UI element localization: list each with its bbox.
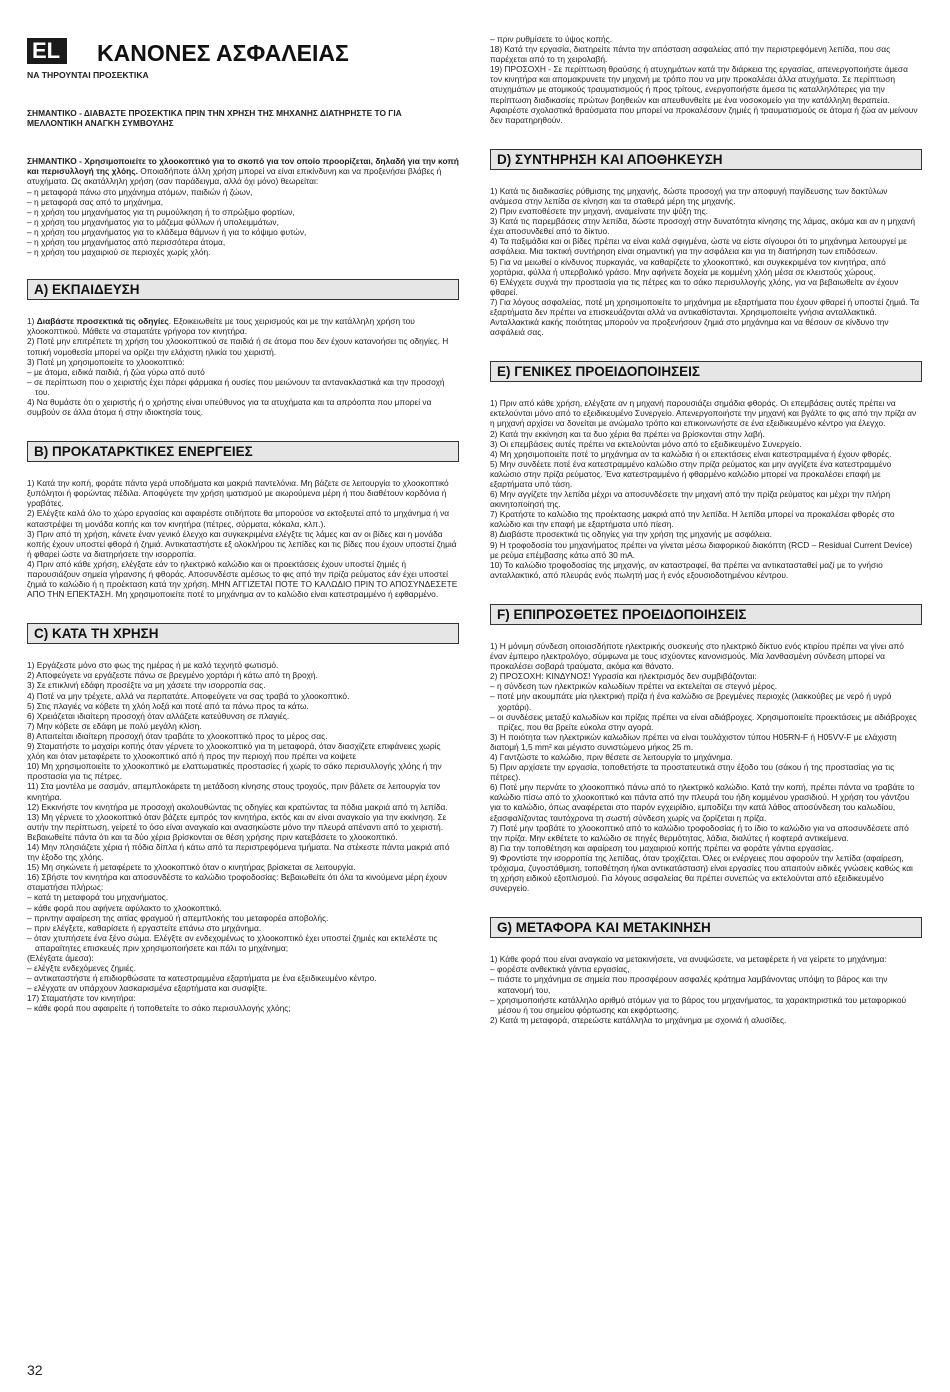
item-text: . Εξοικειωθείτε με τους χειρισμούς και με την κατάλληλη χρήση του χλοοκοπτικού. Μάθετε να σταματάτε γρήγορα τον κινητήρα. [27, 316, 415, 337]
list-item: 13) Μη γέρνετε το χλοοκοπτικό όταν βάζετε εμπρός τον κινητήρα, εκτός και αν είναι αναγκαίο για την εκκίνηση. Σε αυτήν την περίπτωση, γείρετέ το όσο είναι αναγκαίο και ανασηκώστε μόνο την πλευρά απέναντι από το χειριστή. Βεβαιωθείτε πάντα ότι και τα δύο χέρια βρίσκονται σε θέση χρήσης πριν κατεβάσετε το χλοοκοπτικό. [27, 811, 447, 842]
list-item: – κατά τη μεταφορά του μηχανήματος. [27, 892, 169, 903]
list-item: 4) Τα παξιμάδια και οι βίδες πρέπει να είναι καλά σφιγμένα, ώστε να είστε σίγουροι ότι το μηχάνημα λειτουργεί με ασφάλεια. Μια τακτική συντήρηση είναι σημαντική για την ασφάλεια και για τη διατήρηση των επιδόσεων. [490, 236, 907, 257]
list-item: 4) Πριν από κάθε χρήση, ελέγξατε εάν το ηλεκτρικό καλώδιο και οι προεκτάσεις έχουν υποστεί ζημιές ή παρουσιάζουν σημεία γήρανσης ή φθοράς. Αποσυνδέστε αμέσως το φις από την πρίζα ρεύματος εάν έχει υποστεί ζημιά το καλώδιο ή η προέκταση κατά την χρήση. ΜΗΝ ΑΓΓΙΖΕΤΑΙ ΠΟΤΕ ΤΟ ΚΑΛΩΔΙΟ ΠΡΙΝ ΤΟ ΑΠΟΣΥΝΔΕΣΕΤΕ ΑΠΟ ΤΗΝ ΕΠΕΚΤΑΣΗ. Μη χρησιμοποιείτε ποτέ το μηχάνημα αν το καλώδιο είναι κατεστραμμένο ή εφθαρμένο. [27, 558, 458, 600]
list-item: 5) Μην συνδέετε ποτέ ένα κατεστραμμένο καλώδιο στην πρίζα ρεύματος και μην αγγίζετε ένα κατεστραμμένο καλώσιο στην πρίζα ρεύματος. Ένα κατεστραμμένο ή φθαρμένο καλώδιο μπορεί να προκαλέσει επαφή με εξαρτήματα υπό τάση. [490, 458, 892, 489]
list-item: 3) Ποτέ μη χρησιμοποιείτε το χλοοκοπτικό: [27, 356, 185, 367]
section-b-heading: B) ΠΡΟΚΑΤΑΡΚΤΙΚΕΣ ΕΝΕΡΓΕΙΕΣ [27, 441, 459, 462]
list-item: 9) Σταματήστε το μαχαίρι κοπής όταν γέρνετε το χλοοκοπτικό για τη μεταφορά, όταν διασχίζετε επιφάνειες χωρίς χλόη και όταν μεταφέρετε το χλοοκοπτικό από ή προς την περιοχή που πρέπει να κοψετε [27, 741, 441, 762]
list-item: 18) Κατά την εργασία, διατηρείτε πάντα την απόσταση ασφαλείας από την περιστρεφόμενη λεπίδα, που σας παρέχεται από το τη χειρολαβή. [490, 44, 891, 65]
list-item: 7) Ποτέ μην τραβάτε το χλοοκοπτικό από το καλώδιο τροφοδοσίας ή το ίδιο το καλώδιο για να αποσυνδέσετε από την πρίζα. Μην εκθέτετε το καλώδιο σε πηγές θερμότητας, λάδια, διαλύτες ή κοφτερά αντικείμενα. [490, 822, 909, 843]
list-item: – η χρήση του μηχανήματος για τη ρυμούλκηση ή το σπρώξιμο φορτίων, [27, 206, 295, 217]
page-number: 32 [27, 1362, 43, 1378]
intro-list [27, 187, 459, 258]
list-item: 7) Μην κόβετε σε εδάφη με πολύ μεγάλη κλίση. [27, 720, 202, 731]
list-item: 1) Εργάζεστε μόνο στο φως της ημέρας ή με καλό τεχνητό φωτισμό. [27, 660, 279, 671]
list-item: 3) Πριν από τη χρήση, κάνετε έναν γενικό έλεγχο και συγκεκριμένα ελέγξτε τις λάμες και αν οι βίδες και η μονάδα κοπής έχουν υποστεί φθορά ή ζημιά. Αντικαταστήστε εξ ολοκλήρου τις λεπίδες και τις βίδες που έχουν υποστεί ζημιά ή φθαρεί ώστε να διατηρήσετε την ισορροπία. [27, 528, 457, 559]
list-item: – κάθε φορά που αφήνετε αφύλακτο το χλοοκοπτικό. [27, 902, 222, 913]
list-item [27, 316, 459, 336]
list-item: – πριντην αφαίρεση της αιτίας φραγμού ή απεμπλοκής του μεταφορέα αποβολής. [27, 912, 329, 923]
list-item: 10) Το καλώδιο τροφοδοσίας της μηχανής, αν καταστραφεί, θα πρέπει να αντικατασταθεί μαζί με το γνήσιο ανταλλακτικό, από πλευράς ενός πωλητή μας ή ενός εξουσιοδοτημένου κέντρου. [490, 559, 883, 580]
list-item: 3) Η ποιότητα των ηλεκτρικών καλωδίων πρέπει να είναι τουλάχιστον τύπου H05RN-F ή H05VV-F με ελάχιστη διατομή 1,5 mm² και μέγιστο συνιστώμενο μήκος 25 m. [490, 731, 897, 752]
intro-bold: ΣΗΜΑΝΤΙΚΟ - Χρησιμοποιείτε το χλοοκοπτικό για το σκοπό για τον οποίο προορίζεται, δηλαδή για την κοπή και περισυλλογή της χλόης. [27, 156, 459, 177]
list-item: – η χρήση του μηχανήματος από περισσότερα άτομα, [27, 237, 226, 248]
list-item: 4) Ποτέ να μην τρέχετε, αλλά να περπατάτε. Αποφεύγετε να σας τραβά το χλοοκοπτικό. [27, 690, 350, 701]
list-item: 6) Ελέγχετε συχνά την προστασία για τις πέτρες και το σάκο περισυλλογής χλόης, για να βεβαιωθείτε αν έχουν φθαρεί. [490, 276, 899, 297]
list-item: 9) Φροντίστε την ισορροπία της λεπίδας, όταν τροχίζεται. Όλες οι ενέργειες που αφορούν την λεπίδα (αφαίρεση, τρόχισμα, ζυγοστάθμιση, τοποθέτηση ή/και αντικατάσταση) είναι εργασίες που απαιτούν ειδικές γνώσεις καθώς και τη χρήση ειδικού εξοπλισμού. Για λόγους ασφαλείας θα πρέπει συνεπώς να εκτελούνται από εξειδικευμένο συνεργείο. [490, 852, 913, 894]
list-item: 8) Διαβάστε προσεκτικά τις οδηγίες για την χρήση της μηχανής με ασφάλεια. [490, 529, 772, 540]
list-item: 7) Κρατήστε το καλώδιο της προέκτασης μακριά από την λεπίδα. Η λεπίδα μπορεί να προκαλέσει φθορές στο καλώδιο και την επαφή με εξαρτήματα υπό πίεση. [490, 509, 895, 530]
list-item: 6) Ποτέ μην περνάτε το χλοοκοπτικό πάνω από το ηλεκτρικό καλώδιο. Κατά την κοπή, πρέπει πάντα να τραβάτε το καλώδιο πίσω από το χλοοκοπτικό και πάντα από την πλευρά του ήδη κομμένου γρασιδιού. Η χρήση του γάντζου για το καλώδιο, όπως αναφέρεται στο παρόν εγχειρίδιο, εμποδίζει την κατά λάθος αποσύνδεση του καλωδίου, εξασφαλίζοντας ταυτόχρονα τη σωστή σύνδεση χωρίς να ζορίζεται η πρίζα. [490, 782, 915, 823]
section-d-heading: D) ΣΥΝΤΗΡΗΣΗ ΚΑΙ ΑΠΟΘΗΚΕΥΣΗ [490, 149, 922, 170]
list-item: 5) Στις πλαγιές να κόβετε τη χλόη λοξά και ποτέ από τα πάνω προς τα κάτω. [27, 700, 309, 711]
section-a-heading: A) ΕΚΠΑΙΔΕΥΣΗ [27, 279, 459, 300]
section-c-body [27, 660, 459, 1013]
section-e-body [490, 398, 922, 580]
list-item: – η χρήση του μαχαιριού σε περιοχές χωρίς χλόη. [27, 247, 211, 258]
intro-paragraph [27, 156, 459, 186]
list-item: 2) Αποφεύγετε να εργάζεστε πάνω σε βρεγμένο χορτάρι ή κάτω από τη βροχή. [27, 670, 318, 681]
list-item: 1) Πριν από κάθε χρήση, ελέγξατε αν η μηχανή παρουσιάζει σημάδια φθοράς. Οι επεμβάσεις αυτές πρέπει να εκτελούνται μόνο από το εξειδικευμένο Συνεργείο. Απενεργοποιήστε την μηχανή και βγάλτε το φις από την πρίζα αν η μηχανή αρχίσει να δονείται με ανώμαλο τρόπο και επικοινωνήστε σε ένα εξειδικευμένο κέντρο για έλεγχο. [490, 398, 917, 429]
list-item: – ελέγξτε ενδεχόμενες ζημιές. [27, 963, 136, 974]
list-item: 6) Μην αγγίζετε την λεπίδα μέχρι να αποσυνδέσετε την μηχανή από την πρίζα ρεύματος και μέχρι την πλήρη ακινητοποίησή της. [490, 489, 891, 510]
left-column [27, 34, 459, 1014]
list-item: 4) Μη χρησιμοποιείτε ποτέ το μηχάνημα αν τα καλώδια ή οι επεκτάσεις είναι κατεστραμμένα ή έχουν φθορές. [490, 448, 892, 459]
list-item: 1) Η μόνιμη σύνδεση οποιασδήποτε ηλεκτρικής συσκευής στο ηλεκτρικό δίκτυο ενός κτιρίου πρέπει να γίνει από έναν έμπειρο ηλεκτρολόγο, σύμφωνα με τους ισχύοντες κανονισμούς. Μία λανθασμένη σύνδεση μπορεί να προκαλέσει σοβαρά τραύματα, ακόμα και θάνατο. [490, 640, 904, 672]
list-item: 6) Χρειάζεται ιδιαίτερη προσοχή όταν αλλάζετε κατεύθυνση σε πλαγιές. [27, 710, 290, 721]
section-f-heading: F) ΕΠΙΠΡΟΣΘΕΤΕΣ ΠΡΟΕΙΔΟΠΟΙΗΣΕΙΣ [490, 604, 922, 625]
list-item: 10) Μη χρησιμοποιείτε το χλοοκοπτικό με ελαττωματικές προστασίες ή χωρίς το σάκο περισυλλογής χλόης ή την προστασία για τις πέτρες. [27, 761, 442, 782]
list-item: – σε περίπτωση που ο χειριστής έχει πάρει φάρμακα ή ουσίες που μειώνουν τα αντανακλαστικά και την προσοχή του. [27, 376, 445, 397]
important-notice: ΣΗΜΑΝΤΙΚΟ - ΔΙΑΒΑΣΤΕ ΠΡΟΣΕΚΤΙΚΑ ΠΡΙΝ ΤΗΝ ΧΡΗΣΗ ΤΗΣ ΜΗΧΑΝΗΣ ΔΙΑΤΗΡΗΣΤΕ ΤΟ ΓΙΑ ΜΕΛΛΟΝΤΙΚΗ ΑΝΑΓΚΗ ΣΥΜΒΟΥΛΗΣ [27, 108, 402, 129]
section-a-body [27, 316, 459, 417]
list-item: 12) Εκκινήστε τον κινητήρα με προσοχή ακολουθώντας τις οδηγίες και κρατώντας τα πόδια μακριά από τη λεπίδα. [27, 801, 448, 812]
list-item: 2) Ποτέ μην επιτρέπετε τη χρήση του χλοοκοπτικού σε παιδιά ή σε άτομα που δεν έχουν κατανοήσει τις οδηγίες. Η τοπική νομοθεσία μπορεί να ορίζει την ελάχιστη ηλικία του χειριστή. [27, 336, 449, 357]
list-item: 11) Στα μοντέλα με σασμάν, απεμπλοκάρετε τη μετάδοση κίνησης στους τροχούς, πριν βάλετε σε λειτουργία τον κινητήρα. [27, 781, 441, 802]
list-item: 16) Σβήστε τον κινητήρα και αποσυνδέστε το καλώδιο τροφοδοσίας: Βεβαιωθείτε ότι όλα τα κινούμενα μέρη έχουν σταματήσει πλήρως: [27, 872, 447, 893]
list-item: 9) Η τροφοδοσία του μηχανήματος πρέπει να γίνεται μέσω διαφορικού διακόπτη (RCD – Residual Current Device) με ρεύμα επέμβασης κάτω από 30 mA. [490, 539, 913, 560]
list-item: 2) Κατά τη μεταφορά, στερεώστε κατάλληλα το μηχάνημα με σχοινιά ή αλυσίδες. [490, 1014, 787, 1025]
page-header [27, 34, 459, 74]
list-item: 8) Απαιτείται ιδιαίτερη προσοχή όταν τραβάτε το χλοοκοπτικό προς το μέρος σας. [27, 730, 328, 741]
section-e-heading: E) ΓΕΝΙΚΕΣ ΠΡΟΕΙΔΟΠΟΙΗΣΕΙΣ [490, 361, 922, 382]
list-item: 17) Σταματήστε τον κινητήρα: [27, 993, 136, 1004]
section-c-heading: C) ΚΑΤΑ ΤΗ ΧΡΗΣΗ [27, 623, 459, 644]
list-item: – ελέγχατε αν υπάρχουν λασκαρισμένα εξαρτήματα και συσφίξτε. [27, 983, 268, 994]
list-item: – χρησιμοποιήστε κατάλληλο αριθμό ατόμων για το βάρος του μηχανήματος, τα χαρακτηριστικά του μεταφορικού μέσου ή του σημείου φόρτωσης και εκφόρτωσης. [490, 994, 907, 1015]
list-item: 1) Κατά τις διαδικασίες ρύθμισης της μηχανής, δώστε προσοχή για την αποφυγή παγίδευσης των δακτύλων ανάμεσα στην λεπίδα σε κίνηση και τα σταθερά μέρη της μηχανής. [490, 185, 888, 206]
list-item: 2) Ελέγξτε καλά όλο το χώρο εργασίας και αφαιρέστε οτιδήποτε θα μπορούσε να εκτοξευτεί από το μηχάνημα ή να καταστρέψει τη μονάδα κοπής και τον κινητήρα (πέτρες, σύρματα, κόκαλα, κλπ.). [27, 508, 450, 529]
language-badge: EL [27, 38, 67, 64]
list-item: 3) Κατά τις παρεμβάσεις στην λεπίδα, δώστε προσοχή στην δυνατότητα κίνησης της λάμας, ακόμα και αν η μηχανή έχει αποσυνδεθεί από το δίκτυο. [490, 216, 916, 237]
list-item: 4) Γαντζώστε το καλώδιο, πριν θέσετε σε λειτουργία το μηχάνημα. [490, 751, 733, 762]
list-item: 19) ΠΡΟΣΟΧΗ - Σε περίπτωση θραύσης ή ατυχημάτων κατά την διάρκεια της εργασίας, απενεργοποιήστε άμεσα τον κινητήρα και απομακρυνετε την μηχανή με τρόπο που να μην προκαλέσει άλλα ατυχήματα. Σε περίπτωση ατυχημάτων με ατομικούς τραυματισμούς ή προς τρίτους, ενεργοποιήστε άμεσα τις καταλληλότερες για την περίπτωση διαδικασίες πρώτων βοηθειών και απευθυνθείτε με ένα νοσοκομείο για την κατάλληλη θεραπεία. Αφαιρέστε σχολαστικά θραύσματα που μπορεί να προκαλέσουν ζημιές ή τραυματισμούς σε άτομα ή ζώα αν μείνουν δεν παρατηρηθούν. [490, 64, 918, 125]
list-item: – αντικαταστήστε ή επιδιορθώσατε τα κατεστραμμένα εξαρτήματα με ένα εξειδικευμένο κέντρο. [27, 973, 377, 984]
page-title: ΚΑΝΟΝΕΣ ΑΣΦΑΛΕΙΑΣ [97, 40, 349, 66]
list-item: – η σύνδεση των ηλεκτρικών καλωδίων πρέπει να εκτελείται σε στεγνό μέρος. [490, 681, 778, 692]
section-g-heading: G) ΜΕΤΑΦΟΡΑ ΚΑΙ ΜΕΤΑΚΙΝΗΣΗ [490, 917, 922, 938]
item-bold: Διαβάστε προσεκτικά τις οδηγίες [36, 316, 169, 327]
section-g-body [490, 954, 922, 1025]
list-item: 15) Μη σηκώνετε ή μεταφέρετε το χλοοκοπτικό όταν ο κινητήρας βρίσκεται σε λειτουργία. [27, 862, 356, 873]
list-item: 8) Για την τοποθέτηση και αφαίρεση του μαχαιριού κοπής πρέπει να φοράτε γάντια εργασίας. [490, 842, 834, 853]
intro-text: Οποιαδήποτε άλλη χρήση μπορεί να είναι επικίνδυνη και να προξενήσει βλάβες ή ατυχήματα. Ως ακατάλληλη χρήση (σαν παράδειγμα, αλλά όχι μόνο) θεωρείται: [27, 166, 442, 187]
list-item: – η χρήση του μηχανήματος για το κλάδεμα θάμνων ή για το κόψιμο φυτών, [27, 226, 307, 237]
list-item: – πριν ρυθμίσετε το ύψος κοπής. [490, 34, 613, 44]
list-item: – με άτομα, ειδικά παιδιά, ή ζώα γύρω από αυτό [27, 366, 205, 377]
list-item: 3) Σε επικλινή εδάφη προσέξτε να μη χάσετε την ισορροπία σας. [27, 680, 266, 691]
right-column [490, 34, 922, 1025]
item-number: 1) [27, 316, 37, 327]
list-item: 14) Μην πλησιάζετε χέρια ή πόδια δίπλα ή κάτω από τα περιστρεφόμενα τμήματα. Να στέκεστε πάντα μακριά από την έξοδο της χλόης. [27, 841, 450, 863]
list-item: 3) Οι επεμβάσεις αυτές πρέπει να εκτελούνται μόνο από το εξειδικευμένο Συνεργείο. [490, 438, 802, 449]
list-item: – ποτέ μην ακουμπάτε μία ηλεκτρική πρίζα ή ένα καλώδιο σε βρεγμένες περιοχές (λακκούβες με νερό ή υγρό χορτάρι). [490, 691, 892, 712]
list-item: 5) Για να μειωθεί ο κίνδυνος πυρκαγιάς, να καθαρίζετε το χλοοκοπτικό, και συγκεκριμένα τον κινητήρα, από χορτάρια, φύλλα ή υπερβολικό γράσο. Μην αφήνετε δοχεία με κομμένη χλόη μέσα σε κλειστούς χώρους. [490, 256, 886, 277]
list-item: – η μεταφορά σας από το μηχάνημα, [27, 196, 164, 207]
section-f-body [490, 641, 922, 893]
list-item: 2) ΠΡΟΣΟΧΗ: ΚΙΝΔΥΝΟΣ! Υγρασία και ηλεκτρισμός δεν συμβιβάζονται: [490, 671, 757, 682]
list-item: – πριν ελέγξετε, καθαρίσετε ή εργαστείτε επάνω στο μηχάνημα. [27, 922, 262, 933]
list-item: (Ελέγξατε άμεσα): [27, 953, 94, 963]
list-item: 1) Κάθε φορά που είναι αναγκαίο να μετακινήσετε, να ανυψώσετε, να μεταφέρετε ή να γείρετε το μηχάνημα: [490, 954, 887, 965]
list-item: – φορέστε ανθεκτικά γάντια εργασίας, [490, 964, 630, 975]
list-item: – οι συνδέσεις μεταξύ καλωδίων και πρίζας πρέπει να είναι αδιάβροχες. Χρησιμοποιείτε προεκτάσεις με αδιάβροχες πρίζες, που θα βρείτε εύκολα στην αγορά. [490, 711, 917, 732]
list-item: 5) Πριν αρχίσετε την εργασία, τοποθετήστε τα προστατευτικά στην έξοδο του (σάκου ή της προστασίας για τις πέτρες). [490, 762, 895, 783]
section-b-body [27, 478, 459, 599]
list-item: – η χρήση του μηχανήματος για το μάζεμα φύλλων ή υπολειμμάτων, [27, 216, 279, 227]
section-d-body [490, 186, 922, 337]
list-item: 2) Κατά την εκκίνηση και τα δυο χέρια θα πρέπει να βρίσκονται στην λαβή. [490, 428, 765, 439]
list-item: 1) Κατά την κοπή, φοράτε πάντα γερά υποδήματα και μακριά παντελόνια. Μη βάζετε σε λειτουργία το χλοοκοπτικό ξυπόλητοι ή φορώντας πέδιλα. Αποφύγετε την χρήση ιματισμού με αιωρούμενα μέρη ή που διαθέτουν κορδόνια ή γραβάτες. [27, 478, 449, 509]
list-item: – πιάστε το μηχάνημα σε σημεία που προσφέρουν ασφαλές κράτημα λαμβάνοντας υπόψη το βάρος και την κατανομή του, [490, 974, 888, 995]
list-item: – όταν χτυπήσετε ένα ξένο σώμα. Ελέγξτε αν ενδεχομένως το χλοοκοπτικό έχει υποστεί ζημιές και εκτελέστε τις απαραίτητες επισκευές πριν χρησιμοποιήσετε και πάλι το μηχάνημα; [27, 932, 438, 953]
page-subtitle: ΝΑ ΤΗΡΟΥΝΤΑΙ ΠΡΟΣΕΚΤΙΚΑ [27, 70, 149, 80]
list-item: 7) Για λόγους ασφαλείας, ποτέ μη χρησιμοποιείτε το μηχάνημα με εξαρτήματα που έχουν φθαρεί ή υποστεί ζημιά. Τα εξαρτήματα δεν πρέπει να επισκευάζονται αλλά να αντικαθίστανται. Χρησιμοποιείτε γνήσια ανταλλακτικά. Ανταλλακτικά κακής ποιότητας μπορούν να προξενήσουν ζημιά στο μηχάνημα και να θέσουν σε κίνδυνο την ασφάλειά σας. [490, 296, 920, 338]
list-item: – η μεταφορά πάνω στο μηχάνημα ατόμων, παιδιών ή ζώων, [27, 186, 253, 197]
list-item: 4) Να θυμάστε ότι ο χειριστής ή ο χρήστης είναι υπεύθυνος για τα ατυχήματα και τα απρόοπτα που μπορεί να συμβούν σε άλλα άτομα ή στην ιδιοκτησία τους. [27, 396, 432, 418]
list-item: 2) Πριν εναποθέσετε την μηχανή, αναμείνατε την ψύξη της. [490, 206, 708, 217]
section-c-continued [490, 34, 922, 125]
list-item: – κάθε φορά που αφαιρείτε ή τοποθετείτε το σάκο περισυλλογής χλόης; [27, 1003, 291, 1014]
